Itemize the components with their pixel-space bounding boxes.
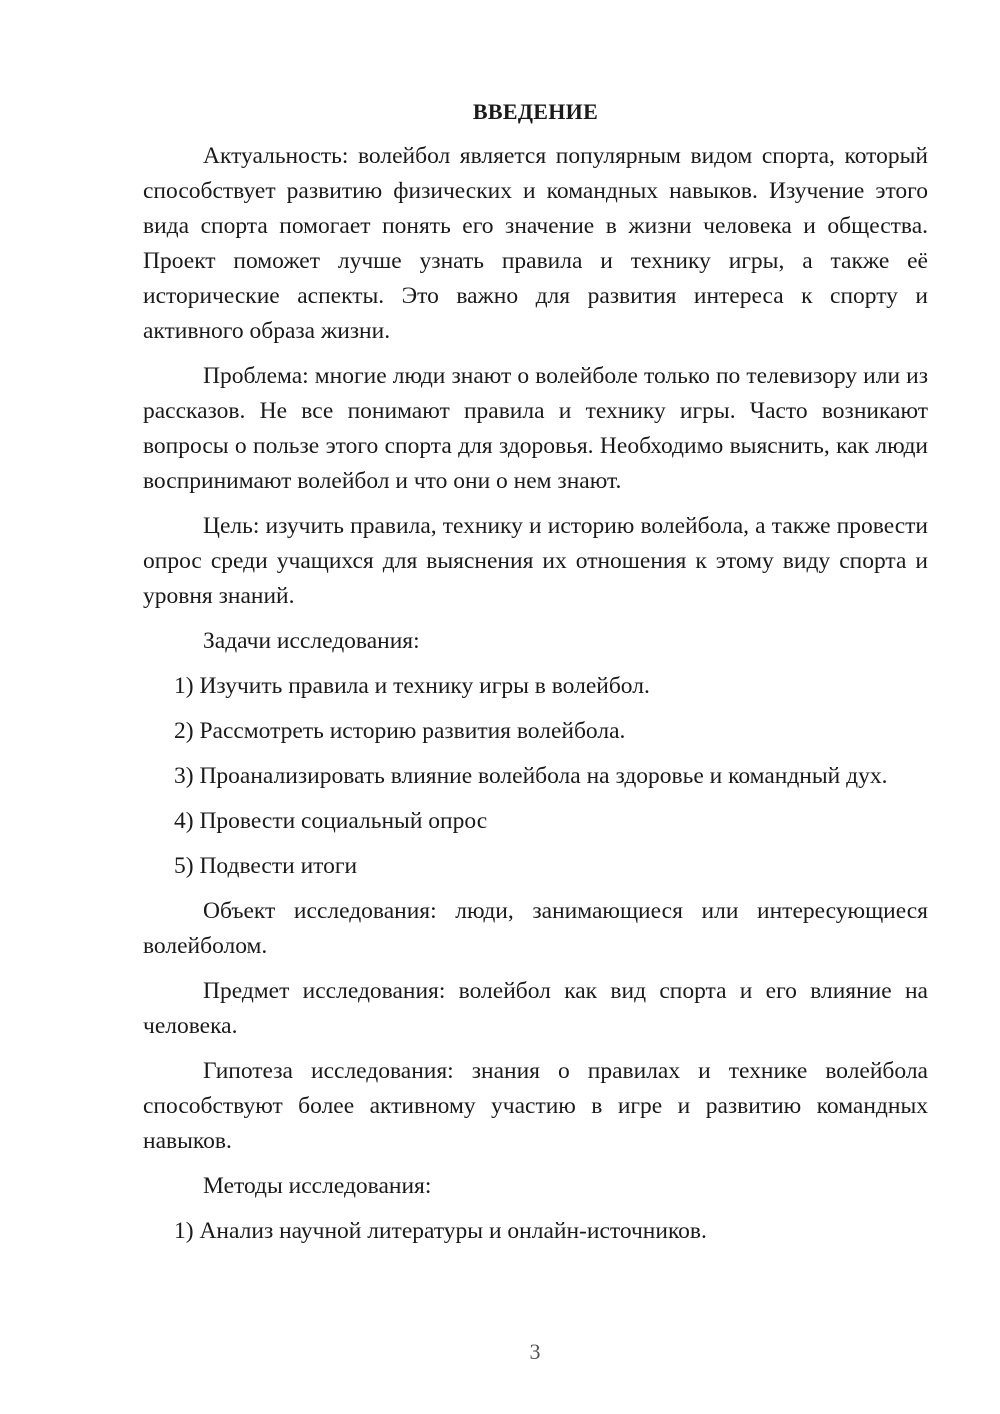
- task-item: 1) Изучить правила и технику игры в волейбол.: [174, 673, 650, 699]
- page-content: [143, 94, 928, 1259]
- method-item: 1) Анализ научной литературы и онлайн-источников.: [174, 1218, 707, 1244]
- page-title: ВВЕДЕНИЕ: [472, 99, 599, 124]
- methods-heading: Методы исследования:: [203, 1173, 432, 1199]
- tasks-heading: Задачи исследования:: [203, 628, 420, 654]
- task-item: 4) Провести социальный опрос: [174, 808, 488, 834]
- relevance-paragraph: Актуальность: волейбол является популярным видом спорта, который способствует развитию физических и командных навыков. Изучение этого вида спорта помогает понять его значение в жизни человека и общества. Проект поможет лучше узнать правила и технику игры, а также её исторические аспекты. Это важно для развития интереса к спорту и активного образа жизни.: [143, 143, 928, 344]
- page-number: 3: [529, 1339, 541, 1364]
- subject-paragraph: Предмет исследования: волейбол как вид спорта и его влияние на человека.: [143, 978, 928, 1039]
- task-item: 3) Проанализировать влияние волейбола на здоровье и командный дух.: [174, 763, 888, 789]
- hypothesis-paragraph: Гипотеза исследования: знания о правилах и технике волейбола способствуют более активному участию в игре и развитию командных навыков.: [143, 1058, 928, 1154]
- object-paragraph: Объект исследования: люди, занимающиеся или интересующиеся волейболом.: [143, 898, 928, 959]
- goal-paragraph: Цель: изучить правила, технику и историю волейбола, а также провести опрос среди учащихся для выяснения их отношения к этому виду спорта и уровня знаний.: [143, 513, 928, 609]
- task-item: 2) Рассмотреть историю развития волейбола.: [174, 718, 626, 744]
- problem-paragraph: Проблема: многие люди знают о волейболе только по телевизору или из рассказов. Не все понимают правила и технику игры. Часто возникают вопросы о пользе этого спорта для здоровья. Необходимо выяснить, как люди воспринимают волейбол и что они о нем знают.: [143, 363, 928, 494]
- task-item: 5) Подвести итоги: [174, 853, 358, 879]
